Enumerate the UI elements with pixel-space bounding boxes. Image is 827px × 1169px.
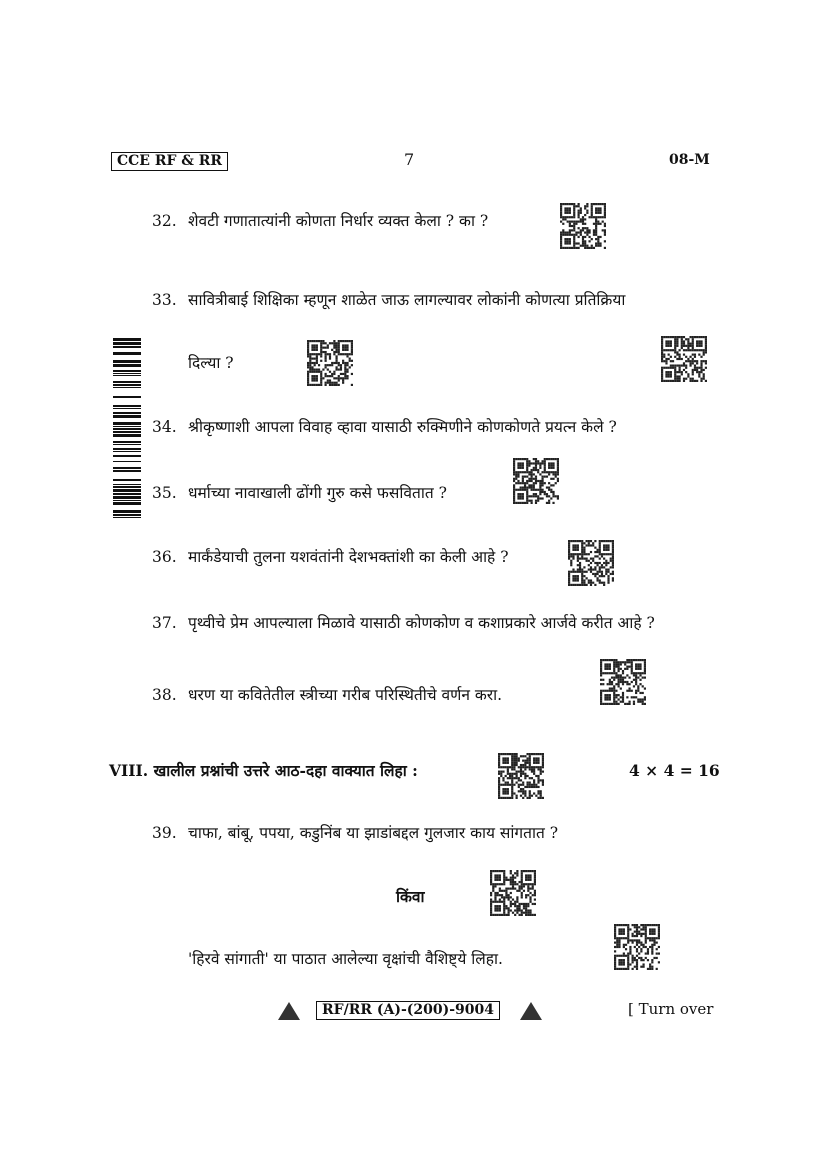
question-33: 33. सावित्रीबाई शिक्षिका म्हणून शाळेत जाऊ लागल्यावर लोकांनी कोणत्या प्रतिक्रिया [152, 291, 626, 309]
triangle-left-icon [278, 1002, 300, 1020]
qr-code-q33 [307, 340, 353, 386]
qr-code-q38 [600, 659, 646, 705]
question-37: 37. पृथ्वीचे प्रेम आपल्याला मिळावे यासाठी कोणकोण व कशाप्रकारे आर्जवे करीत आहे ? [152, 614, 655, 632]
question-36: 36. मार्कंडेयाची तुलना यशवंतांनी देशभक्तांशी का केली आहे ? [152, 548, 509, 566]
page-number: 7 [404, 150, 415, 169]
qr-code-section [498, 753, 544, 799]
question-34: 34. श्रीकृष्णाशी आपला विवाह व्हावा यासाठी रुक्मिणीने कोणकोणते प्रयत्न केले ? [152, 418, 617, 436]
question-35: 35. धर्माच्या नावाखाली ढोंगी गुरु कसे फसवितात ? [152, 484, 447, 502]
side-barcode [113, 338, 141, 518]
turn-over-text: [ Turn over [628, 1000, 714, 1018]
qr-code-q39-alt [614, 924, 660, 970]
question-39-alternative: 'हिरवे सांगाती' या पाठात आलेल्या वृक्षांची वैशिष्ट्ये लिहा. [188, 950, 503, 968]
or-label: किंवा [396, 887, 425, 906]
qr-code-q35 [513, 458, 559, 504]
subject-code: 08-M [669, 152, 710, 168]
qr-code-q36 [568, 540, 614, 586]
footer-code-box: RF/RR (A)-(200)-9004 [316, 1001, 500, 1020]
qr-code-q33-right [661, 336, 707, 382]
qr-code-q32 [560, 203, 606, 249]
question-33-continuation: दिल्या ? [188, 354, 234, 372]
paper-code-box: CCE RF & RR [111, 152, 228, 171]
qr-code-q39 [490, 870, 536, 916]
question-39: 39. चाफा, बांबू, पपया, कडुनिंब या झाडांबद्दल गुलजार काय सांगतात ? [152, 824, 559, 842]
question-38: 38. धरण या कवितेतील स्त्रीच्या गरीब परिस्थितीचे वर्णन करा. [152, 686, 503, 704]
section-heading: VIII. खालील प्रश्नांची उत्तरे आठ-दहा वाक्यात लिहा : [109, 761, 418, 780]
section-marks: 4 × 4 = 16 [629, 761, 720, 780]
question-32: 32. शेवटी गणातात्यांनी कोणता निर्धार व्यक्त केला ? का ? [152, 212, 489, 230]
triangle-right-icon [520, 1002, 542, 1020]
